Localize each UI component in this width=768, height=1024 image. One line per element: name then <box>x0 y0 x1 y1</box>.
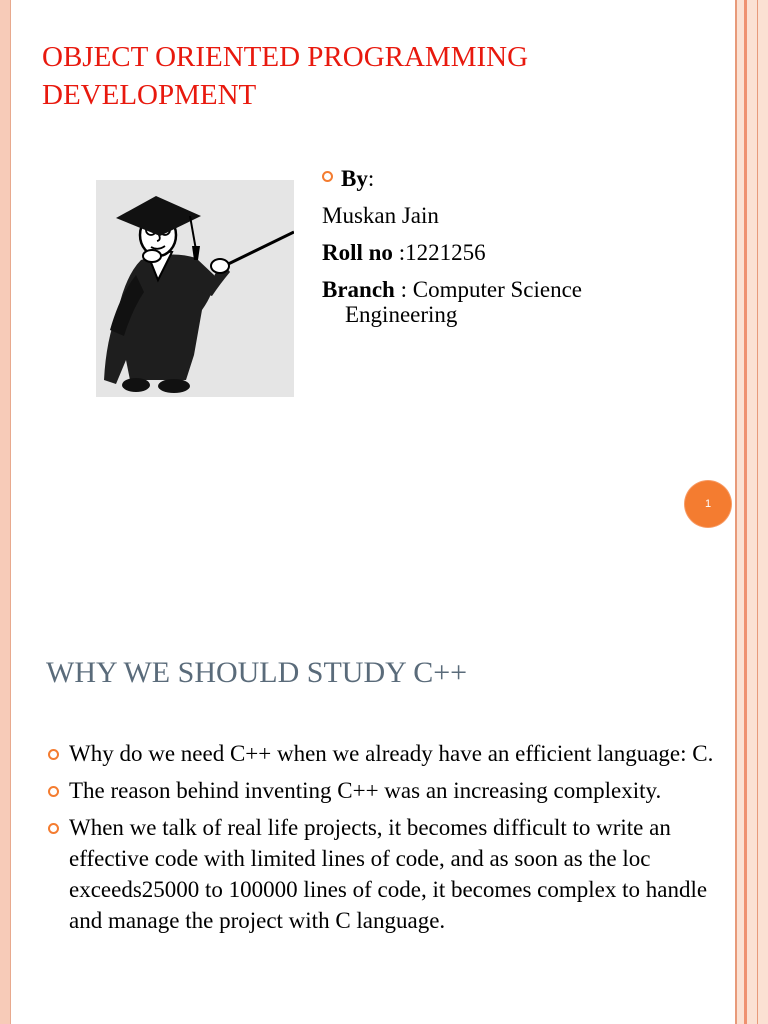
professor-clipart <box>96 180 294 397</box>
bullet-text: The reason behind inventing C++ was an increasing complexity. <box>69 778 662 803</box>
list-item <box>46 738 726 769</box>
slide-border-line <box>735 0 737 512</box>
circle-bullet-icon <box>322 171 333 182</box>
slide-2 <box>0 512 768 1024</box>
slide-border-line <box>757 0 758 512</box>
slide-border-right <box>736 512 768 1024</box>
circle-bullet-icon <box>48 786 59 797</box>
bullet-text: When we talk of real life projects, it becomes difficult to write an effective code with limited lines of code, and as soon as the loc exceeds25000 to 100000 lines of code, it becomes complex to handle and manage the project with C language. <box>69 815 708 933</box>
roll-label: Roll no <box>322 240 393 265</box>
branch-value: : Computer Science <box>394 277 582 302</box>
professor-illustration <box>96 180 294 397</box>
branch-value-continued: Engineering <box>345 302 458 327</box>
roll-value: :1221256 <box>392 240 486 265</box>
slide-border-left <box>0 0 11 512</box>
by-line <box>322 160 662 197</box>
list-item <box>46 812 726 936</box>
bullet-list <box>46 738 726 942</box>
by-suffix: : <box>367 166 375 191</box>
circle-bullet-icon <box>48 749 59 760</box>
slide-border-line <box>757 512 758 1024</box>
slide-border-line <box>735 512 737 1024</box>
slide-title: WHY WE SHOULD STUDY C++ <box>46 656 468 689</box>
list-item <box>46 775 726 806</box>
author-name: Muskan Jain <box>322 203 439 228</box>
author-info <box>322 160 662 328</box>
by-label: By <box>341 166 368 191</box>
slide-title: OBJECT ORIENTED PROGRAMMING DEVELOPMENT <box>42 41 529 111</box>
branch-label: Branch <box>322 277 395 302</box>
slide-border-right <box>736 0 768 512</box>
page-number-badge: 1 <box>685 481 731 527</box>
circle-bullet-icon <box>48 823 59 834</box>
roll-line <box>322 234 662 271</box>
bullet-text: Why do we need C++ when we already have an efficient language: C. <box>69 741 714 766</box>
slide-border-line <box>744 512 747 1024</box>
slide-border-left <box>0 512 11 1024</box>
slide-border-line <box>744 0 747 512</box>
